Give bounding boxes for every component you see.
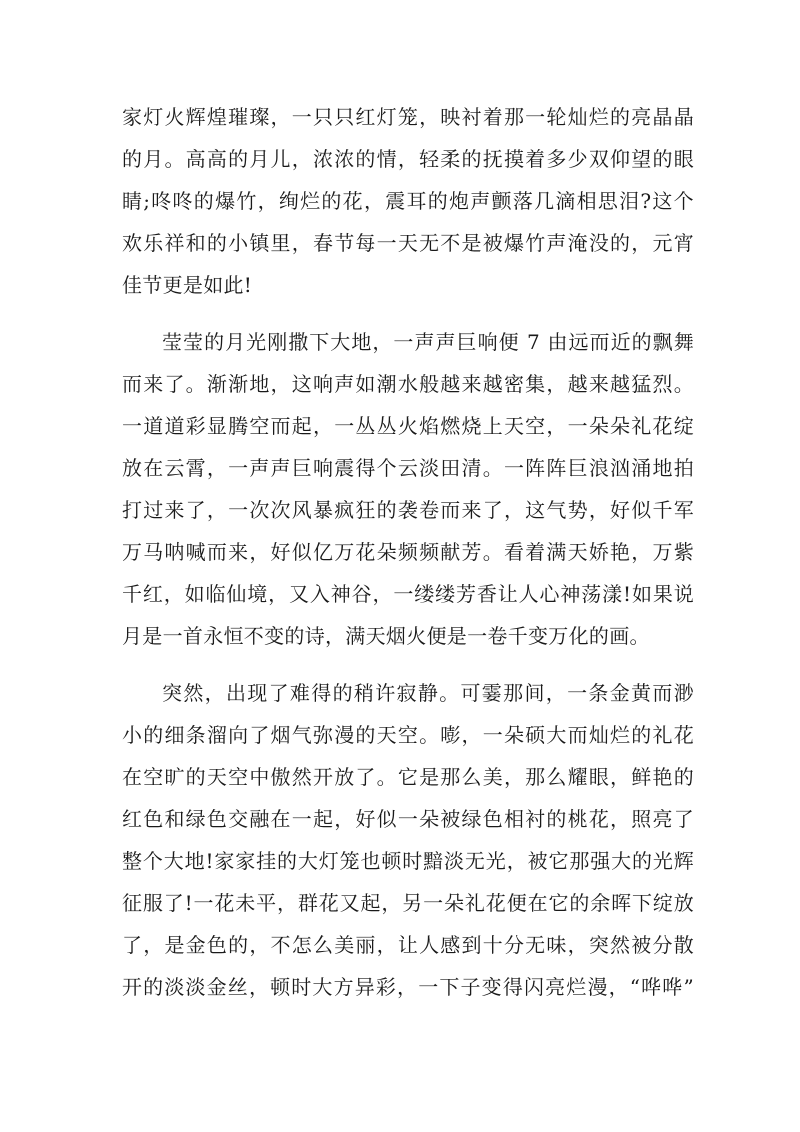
text-line: 月是一首永恒不变的诗，满天烟火便是一卷千变万化的画。 — [122, 624, 650, 648]
body-text — [122, 96, 694, 1023]
paragraph-2 — [122, 321, 694, 657]
text-line: 小的细条溜向了烟气弥漫的天空。嘭，一朵硕大而灿烂的礼花 — [122, 723, 694, 747]
text-line: 打过来了，一次次风暴疯狂的袭卷而来了，这气势，好似千军 — [122, 498, 694, 522]
paragraph-1 — [122, 96, 694, 306]
paragraph-3 — [122, 672, 694, 1008]
text-line: 开的淡淡金丝，顿时大方异彩，一下子变得闪亮烂漫，“哗哗” — [122, 975, 694, 999]
text-line: 红色和绿色交融在一起，好似一朵被绿色相衬的桃花，照亮了 — [122, 807, 694, 831]
text-line: 放在云霄，一声声巨响震得个云淡田清。一阵阵巨浪汹涌地拍 — [122, 456, 694, 480]
text-line: 欢乐祥和的小镇里，春节每一天无不是被爆竹声淹没的，元宵 — [122, 231, 694, 255]
text-line: 一道道彩显腾空而起，一丛丛火焰燃烧上天空，一朵朵礼花绽 — [122, 414, 694, 438]
text-line: 千红，如临仙境，又入神谷，一缕缕芳香让人心神荡漾!如果说 — [122, 582, 694, 606]
text-line: 在空旷的天空中傲然开放了。它是那么美，那么耀眼，鲜艳的 — [122, 765, 694, 789]
text-line: 突然，出现了难得的稍许寂静。可霎那间，一条金黄而渺 — [162, 681, 694, 705]
text-line: 佳节更是如此! — [122, 273, 253, 297]
text-line: 的月。高高的月儿，浓浓的情，轻柔的抚摸着多少双仰望的眼 — [122, 147, 694, 171]
text-line: 万马呐喊而来，好似亿万花朵频频献芳。看着满天娇艳，万紫 — [122, 540, 694, 564]
text-line: 家灯火辉煌璀璨，一只只红灯笼，映衬着那一轮灿烂的亮晶晶 — [122, 105, 694, 129]
text-line: 整个大地!家家挂的大灯笼也顿时黯淡无光，被它那强大的光辉 — [122, 849, 694, 873]
text-line: 睛;咚咚的爆竹，绚烂的花，震耳的炮声颤落几滴相思泪?这个 — [122, 189, 694, 213]
text-line: 了，是金色的，不怎么美丽，让人感到十分无味，突然被分散 — [122, 933, 694, 957]
text-line: 莹莹的月光刚撒下大地，一声声巨响便 7 由远而近的飘舞 — [162, 330, 694, 354]
text-line: 而来了。渐渐地，这响声如潮水般越来越密集，越来越猛烈。 — [122, 372, 694, 396]
text-line: 征服了!一花未平，群花又起，另一朵礼花便在它的余晖下绽放 — [122, 891, 694, 915]
